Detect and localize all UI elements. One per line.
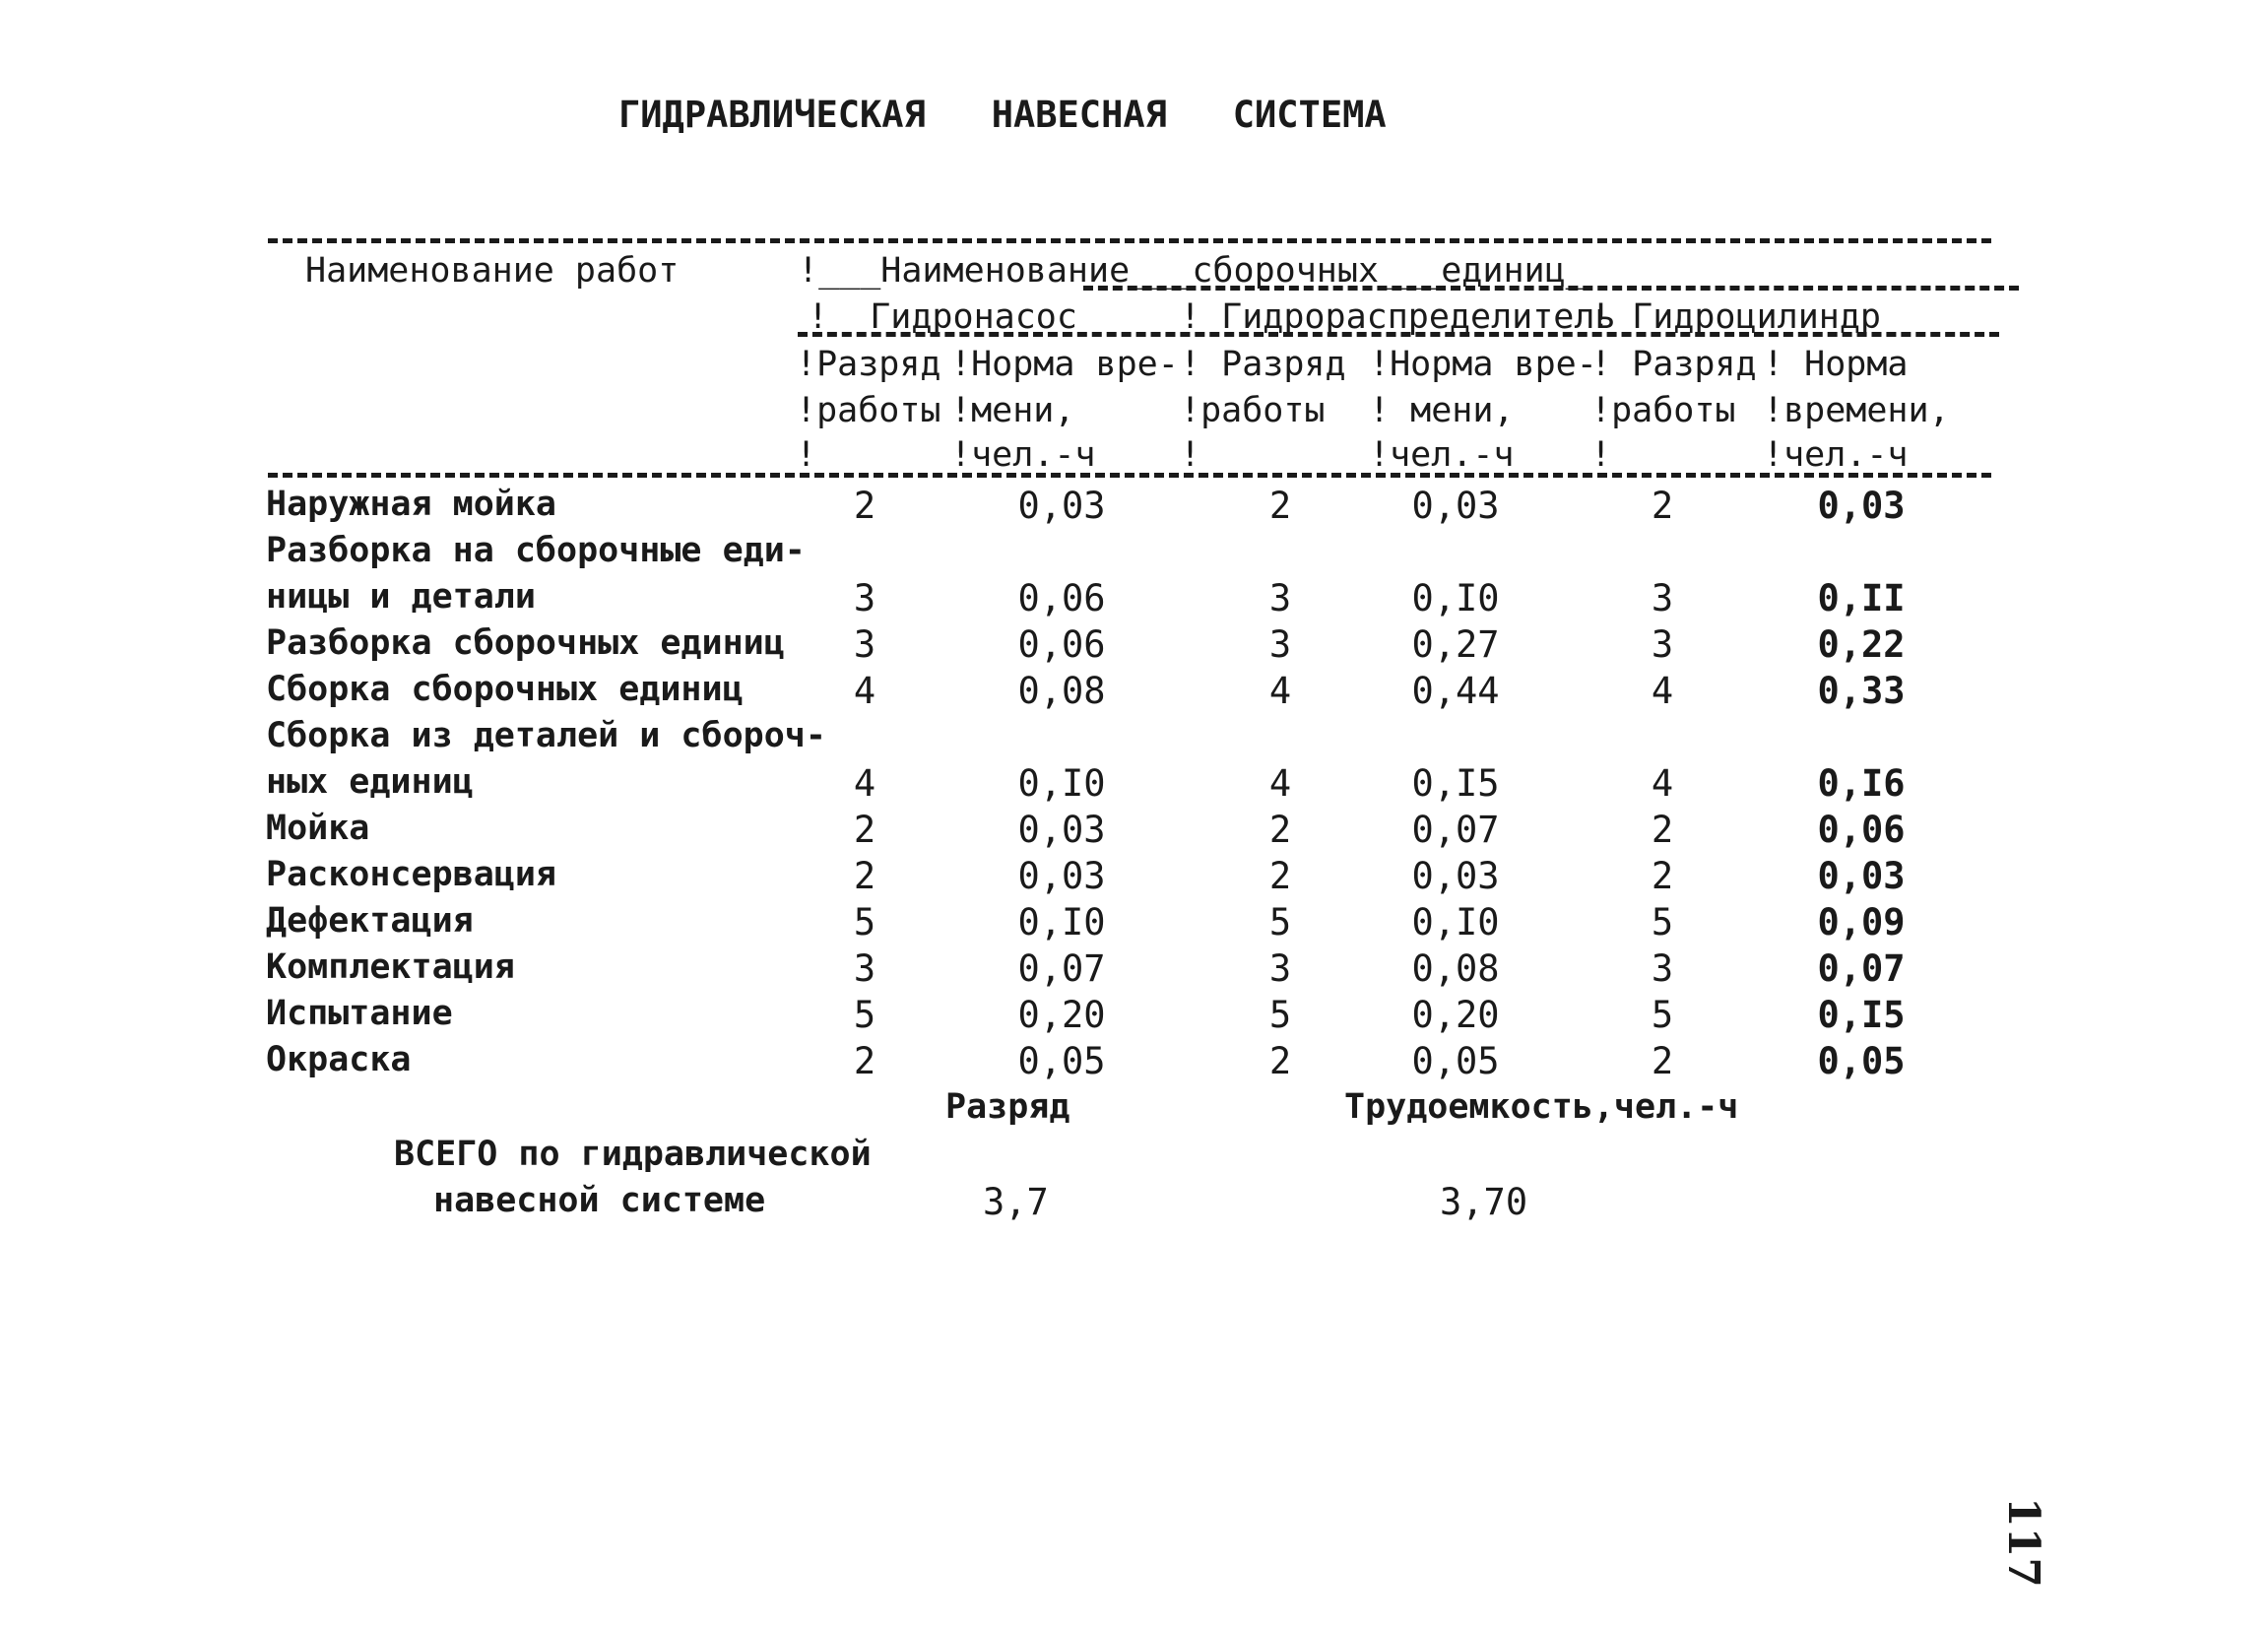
row-rank-value: 5: [1268, 901, 1292, 944]
column-header-work: Наименование работ: [305, 251, 680, 291]
row-norm-value: 0,05: [1817, 1040, 1906, 1082]
row-norm-value: 0,03: [1411, 855, 1500, 897]
row-rank-value: 3: [1268, 947, 1292, 990]
subheader-rank: ! Разряд: [1180, 345, 1346, 384]
row-rank-value: 4: [853, 762, 876, 805]
row-rank-value: 5: [1268, 994, 1292, 1036]
row-rank-value: 5: [853, 994, 876, 1036]
summary-total-label-2: навесной системе: [433, 1181, 766, 1220]
subheader-norm-2: ! мени,: [1369, 391, 1515, 430]
row-work-name: Сборка сборочных единиц: [266, 670, 744, 709]
row-norm-value: 0,03: [1017, 855, 1106, 897]
row-norm-value: 0,I5: [1411, 762, 1500, 805]
row-norm-value: 0,I6: [1817, 762, 1906, 805]
subheader-rank-2: !работы: [1180, 391, 1326, 430]
row-work-name: Дефектация: [266, 901, 474, 941]
row-norm-value: 0,09: [1817, 901, 1906, 944]
subheader-rank-3: !: [796, 435, 817, 475]
row-norm-value: 0,06: [1817, 809, 1906, 851]
row-rank-value: 2: [1651, 1040, 1674, 1082]
row-norm-value: 0,I0: [1411, 901, 1500, 944]
row-rank-value: 2: [1651, 809, 1674, 851]
subheader-norm-2: !времени,: [1763, 391, 1950, 430]
summary-labor-label: Трудоемкость,чел.-ч: [1344, 1087, 1739, 1127]
subheader-rank-2: !работы: [1590, 391, 1736, 430]
subheader-rank-2: !работы: [796, 391, 941, 430]
unit-header-cylinder: ! Гидроцилиндр: [1590, 297, 1882, 337]
row-rank-value: 3: [853, 623, 876, 666]
row-norm-value: 0,22: [1817, 623, 1906, 666]
row-norm-value: 0,07: [1017, 947, 1106, 990]
subheader-norm: !Норма вре-: [950, 345, 1179, 384]
subheader-norm-2: !мени,: [950, 391, 1075, 430]
row-norm-value: 0,II: [1817, 577, 1906, 619]
row-work-name: ных единиц: [266, 762, 474, 802]
row-rank-value: 4: [1651, 670, 1674, 712]
row-rank-value: 4: [1268, 670, 1292, 712]
row-rank-value: 2: [1268, 1040, 1292, 1082]
row-norm-value: 0,07: [1817, 947, 1906, 990]
row-rank-value: 2: [853, 1040, 876, 1082]
row-norm-value: 0,03: [1411, 485, 1500, 527]
row-norm-value: 0,I0: [1017, 762, 1106, 805]
summary-total-label: ВСЕГО по гидравлической: [394, 1135, 872, 1174]
row-rank-value: 2: [1651, 855, 1674, 897]
row-work-name: Разборка на сборочные еди-: [266, 531, 806, 570]
row-work-name: Расконсервация: [266, 855, 557, 894]
row-rank-value: 5: [853, 901, 876, 944]
subheader-norm: ! Норма: [1763, 345, 1909, 384]
subheader-norm: !Норма вре-: [1369, 345, 1597, 384]
row-norm-value: 0,06: [1017, 577, 1106, 619]
subheader-norm-3: !чел.-ч: [1369, 435, 1515, 475]
row-rank-value: 4: [1651, 762, 1674, 805]
row-norm-value: 0,08: [1411, 947, 1500, 990]
row-norm-value: 0,20: [1411, 994, 1500, 1036]
row-norm-value: 0,07: [1411, 809, 1500, 851]
row-rank-value: 2: [853, 855, 876, 897]
row-rank-value: 3: [1651, 577, 1674, 619]
row-work-name: Разборка сборочных единиц: [266, 623, 785, 663]
subheader-rank-3: !: [1180, 435, 1201, 475]
row-norm-value: 0,I0: [1411, 577, 1500, 619]
row-norm-value: 0,05: [1017, 1040, 1106, 1082]
subheader-rank: !Разряд: [796, 345, 941, 384]
row-rank-value: 5: [1651, 994, 1674, 1036]
row-rank-value: 4: [853, 670, 876, 712]
subheader-rank: ! Разряд: [1590, 345, 1757, 384]
row-norm-value: 0,27: [1411, 623, 1500, 666]
row-norm-value: 0,03: [1817, 855, 1906, 897]
row-rank-value: 2: [853, 809, 876, 851]
subheader-norm-3: !чел.-ч: [1763, 435, 1909, 475]
row-norm-value: 0,I0: [1017, 901, 1106, 944]
row-norm-value: 0,33: [1817, 670, 1906, 712]
row-norm-value: 0,05: [1411, 1040, 1500, 1082]
row-work-name: Комплектация: [266, 947, 515, 987]
header-bottom-rule: [268, 473, 1991, 478]
row-norm-value: 0,08: [1017, 670, 1106, 712]
table-top-rule: [268, 238, 1991, 243]
row-rank-value: 2: [1268, 809, 1292, 851]
row-norm-value: 0,03: [1817, 485, 1906, 527]
row-rank-value: 3: [1268, 623, 1292, 666]
summary-rank-value: 3,7: [983, 1181, 1049, 1223]
subheader-norm-3: !чел.-ч: [950, 435, 1096, 475]
row-norm-value: 0,03: [1017, 485, 1106, 527]
unit-header-pump: ! Гидронасос: [808, 297, 1077, 337]
row-rank-value: 2: [1268, 855, 1292, 897]
row-work-name: Сборка из деталей и сбороч-: [266, 716, 826, 755]
row-norm-value: 0,03: [1017, 809, 1106, 851]
row-rank-value: 3: [853, 947, 876, 990]
row-norm-value: 0,I5: [1817, 994, 1906, 1036]
summary-labor-value: 3,70: [1440, 1181, 1528, 1223]
row-norm-value: 0,44: [1411, 670, 1500, 712]
row-rank-value: 2: [853, 485, 876, 527]
summary-rank-label: Разряд: [945, 1087, 1070, 1127]
row-norm-value: 0,06: [1017, 623, 1106, 666]
row-work-name: ницы и детали: [266, 577, 536, 617]
row-rank-value: 3: [853, 577, 876, 619]
page-title: ГИДРАВЛИЧЕСКАЯ НАВЕСНАЯ СИСТЕМА: [618, 94, 1387, 136]
row-work-name: Окраска: [266, 1040, 412, 1079]
row-work-name: Наружная мойка: [266, 485, 557, 524]
row-rank-value: 4: [1268, 762, 1292, 805]
column-group-header: !___Наименование___сборочных___единиц_: [798, 251, 1587, 291]
row-rank-value: 2: [1268, 485, 1292, 527]
row-rank-value: 3: [1268, 577, 1292, 619]
row-work-name: Испытание: [266, 994, 453, 1033]
row-norm-value: 0,20: [1017, 994, 1106, 1036]
row-work-name: Мойка: [266, 809, 370, 848]
row-rank-value: 2: [1651, 485, 1674, 527]
page-number: 117: [1998, 1497, 2048, 1588]
subheader-rank-3: !: [1590, 435, 1612, 475]
row-rank-value: 5: [1651, 901, 1674, 944]
row-rank-value: 3: [1651, 947, 1674, 990]
unit-header-distributor: ! Гидрораспределитель: [1180, 297, 1616, 337]
row-rank-value: 3: [1651, 623, 1674, 666]
